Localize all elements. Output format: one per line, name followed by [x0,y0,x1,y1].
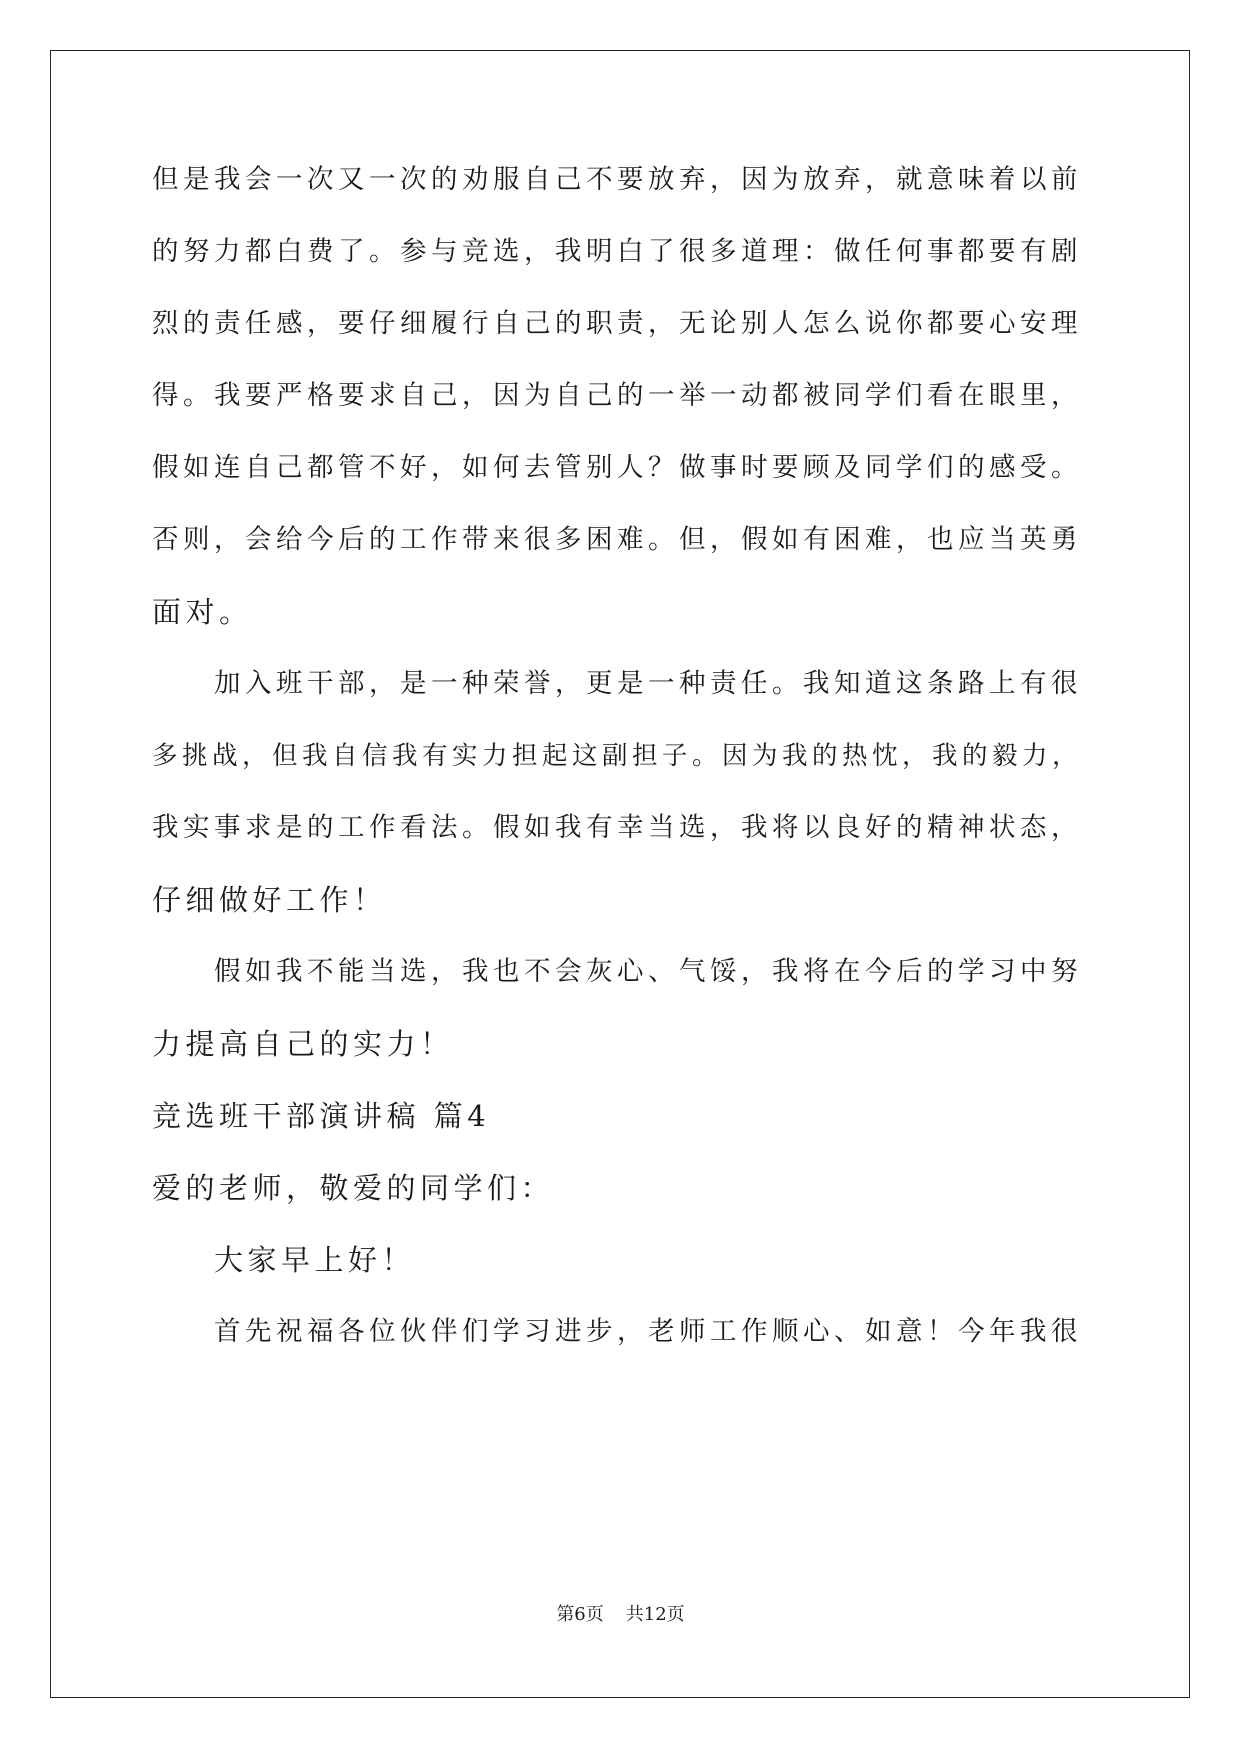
page-footer [0,1600,1241,1626]
text-line: 多挑战，但我自信我有实力担起这副担子。因为我的热忱，我的毅力， [152,741,1083,771]
greeting-line: 大家早上好！ [214,1243,416,1277]
text-line: 烈的责任感，要仔细履行自己的职责，无论别人怎么说你都要心安理 [152,308,1082,339]
paragraph-first-line: 首先祝福各位伙伴们学习进步，老师工作顺心、如意！今年我很 [214,1316,1082,1347]
text-line: 仔细做好工作！ [152,883,387,917]
page-frame [50,50,1190,1698]
salutation: 爱的老师，敬爱的同学们： [152,1171,555,1205]
text-line: 假如连自己都管不好，如何去管别人？做事时要顾及同学们的感受。 [152,452,1082,483]
text-line: 得。我要严格要求自己，因为自己的一举一动都被同学们看在眼里， [152,380,1082,411]
text-line: 我实事求是的工作看法。假如我有幸当选，我将以良好的精神状态， [152,812,1082,843]
text-line: 面对。 [152,595,253,629]
text-line: 力提高自己的实力！ [152,1027,454,1061]
text-line: 但是我会一次又一次的劝服自己不要放弃，因为放弃，就意味着以前 [152,164,1082,195]
page-number: 第6页 [556,1604,604,1625]
text-line: 的努力都白费了。参与竞选，我明白了很多道理：做任何事都要有剧 [152,236,1082,267]
paragraph-first-line: 加入班干部，是一种荣誉，更是一种责任。我知道这条路上有很 [214,668,1082,699]
paragraph-first-line: 假如我不能当选，我也不会灰心、气馁，我将在今后的学习中努 [214,956,1082,987]
text-line: 否则，会给今后的工作带来很多困难。但，假如有困难，也应当英勇 [152,524,1082,555]
section-heading: 竞选班干部演讲稿 篇4 [152,1099,491,1133]
page-total: 共12页 [625,1604,685,1625]
